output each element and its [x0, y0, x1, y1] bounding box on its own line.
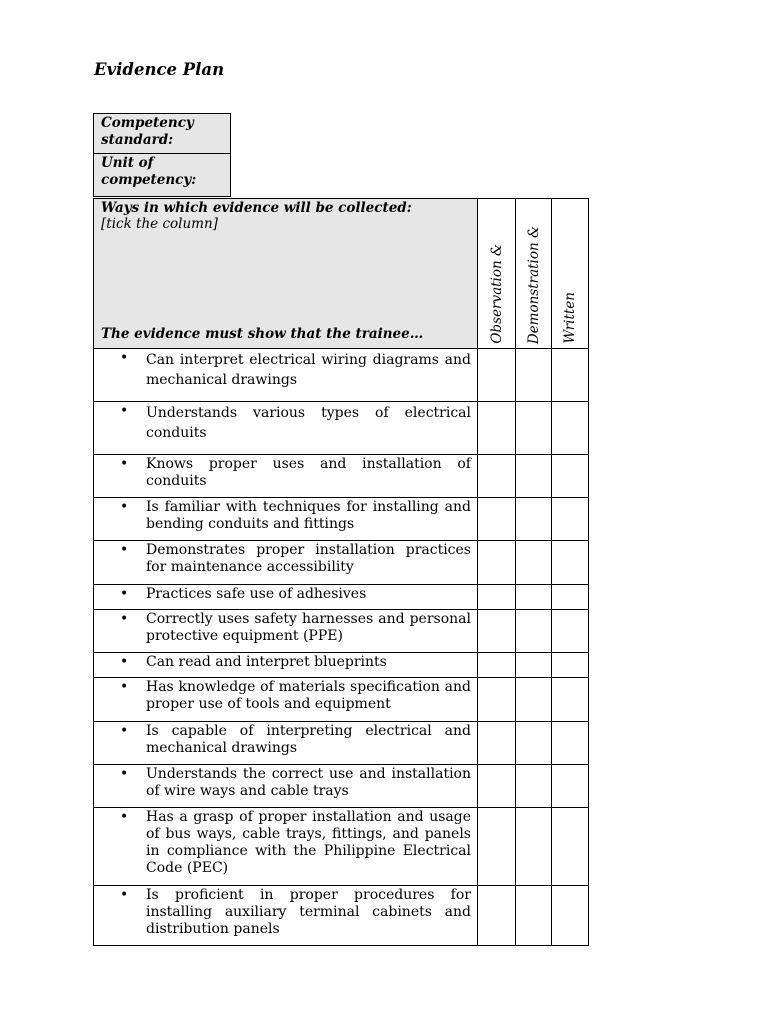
table-row	[94, 455, 589, 498]
bullet: •	[120, 499, 129, 515]
tick-cell-written[interactable]	[552, 678, 589, 722]
bullet: •	[120, 586, 129, 602]
tick-cell-observation[interactable]	[478, 349, 516, 402]
table-row	[94, 653, 589, 678]
bullet: •	[120, 887, 129, 903]
evidence-item	[94, 678, 478, 722]
evidence-item	[94, 610, 478, 653]
table-row	[94, 610, 589, 653]
tick-cell-written[interactable]	[552, 722, 589, 765]
tick-cell-observation[interactable]	[478, 455, 516, 498]
evidence-item	[94, 455, 478, 498]
column-label-written: Written	[562, 292, 578, 344]
evidence-item	[94, 808, 478, 886]
bullet: •	[120, 403, 129, 419]
evidence-item-text: Understands the correct use and installation of wire ways and cable trays	[146, 766, 471, 799]
tick-cell-demonstration[interactable]	[516, 886, 552, 946]
evidence-item-text: Correctly uses safety harnesses and personal protective equipment (PPE)	[146, 611, 471, 644]
evidence-table-header	[94, 199, 589, 349]
evidence-table	[93, 198, 589, 946]
column-header-written	[552, 199, 589, 349]
table-row	[94, 402, 589, 455]
tick-cell-written[interactable]	[552, 765, 589, 808]
table-row	[94, 585, 589, 610]
tick-cell-written[interactable]	[552, 610, 589, 653]
tick-cell-observation[interactable]	[478, 402, 516, 455]
tick-cell-demonstration[interactable]	[516, 765, 552, 808]
tick-cell-written[interactable]	[552, 886, 589, 946]
tick-cell-demonstration[interactable]	[516, 808, 552, 886]
evidence-item-text: Has a grasp of proper installation and usage of bus ways, cable trays, fittings, and panels in compliance with the Philippine Electrical Code (PEC)	[146, 809, 471, 876]
tick-instruction: [tick the column]	[101, 216, 218, 232]
evidence-item	[94, 886, 478, 946]
tick-cell-observation[interactable]	[478, 498, 516, 541]
evidence-item-text: Can read and interpret blueprints	[146, 654, 387, 670]
bullet: •	[120, 679, 129, 695]
table-row	[94, 498, 589, 541]
column-label-observation: Observation &	[488, 244, 505, 344]
tick-cell-observation[interactable]	[478, 765, 516, 808]
tick-cell-written[interactable]	[552, 455, 589, 498]
tick-cell-observation[interactable]	[478, 808, 516, 886]
evidence-item-text: Has knowledge of materials specification and proper use of tools and equipment	[146, 679, 471, 712]
table-row	[94, 886, 589, 946]
evidence-item-text: Is proficient in proper procedures for installing auxiliary terminal cabinets and distribution panels	[146, 887, 471, 937]
tick-cell-demonstration[interactable]	[516, 402, 552, 455]
bullet: •	[120, 350, 129, 366]
tick-cell-observation[interactable]	[478, 610, 516, 653]
competency-info-table	[93, 113, 231, 197]
evidence-item	[94, 402, 478, 455]
tick-cell-observation[interactable]	[478, 585, 516, 610]
trainee-must-label: The evidence must show that the trainee…	[101, 326, 424, 342]
tick-cell-written[interactable]	[552, 653, 589, 678]
evidence-item	[94, 498, 478, 541]
bullet: •	[120, 542, 129, 558]
tick-cell-written[interactable]	[552, 808, 589, 886]
tick-cell-written[interactable]	[552, 498, 589, 541]
tick-cell-written[interactable]	[552, 541, 589, 585]
table-row	[94, 765, 589, 808]
evidence-item	[94, 765, 478, 808]
tick-cell-observation[interactable]	[478, 541, 516, 585]
tick-cell-demonstration[interactable]	[516, 455, 552, 498]
evidence-item-text: Knows proper uses and installation of conduits	[146, 456, 471, 489]
evidence-item-text: Is familiar with techniques for installing and bending conduits and fittings	[146, 499, 471, 532]
bullet: •	[120, 456, 129, 472]
tick-cell-written[interactable]	[552, 349, 589, 402]
table-row	[94, 541, 589, 585]
bullet: •	[120, 766, 129, 782]
tick-cell-written[interactable]	[552, 585, 589, 610]
evidence-item-text: Demonstrates proper installation practices for maintenance accessibility	[146, 542, 471, 575]
evidence-item	[94, 722, 478, 765]
tick-cell-demonstration[interactable]	[516, 349, 552, 402]
table-row	[94, 349, 589, 402]
tick-cell-demonstration[interactable]	[516, 498, 552, 541]
column-label-demonstration: Demonstration &	[525, 225, 542, 344]
tick-cell-demonstration[interactable]	[516, 585, 552, 610]
bullet: •	[120, 611, 129, 627]
evidence-item-text: Practices safe use of adhesives	[146, 586, 367, 602]
bullet: •	[120, 809, 129, 825]
evidence-item-text: Can interpret electrical wiring diagrams and mechanical drawings	[146, 352, 471, 388]
table-row	[94, 808, 589, 886]
evidence-item-text: Understands various types of electrical conduits	[146, 405, 471, 441]
evidence-item	[94, 349, 478, 402]
tick-cell-demonstration[interactable]	[516, 610, 552, 653]
document-title: Evidence Plan	[94, 60, 225, 79]
unit-of-competency-label: Unit of competency:	[94, 154, 231, 197]
tick-cell-demonstration[interactable]	[516, 653, 552, 678]
tick-cell-demonstration[interactable]	[516, 678, 552, 722]
evidence-header-cell	[94, 199, 478, 349]
tick-cell-demonstration[interactable]	[516, 541, 552, 585]
tick-cell-observation[interactable]	[478, 886, 516, 946]
evidence-item	[94, 653, 478, 678]
tick-cell-demonstration[interactable]	[516, 722, 552, 765]
competency-standard-label: Competency standard:	[94, 114, 231, 154]
evidence-item	[94, 585, 478, 610]
column-header-demonstration	[516, 199, 552, 349]
tick-cell-observation[interactable]	[478, 722, 516, 765]
tick-cell-observation[interactable]	[478, 678, 516, 722]
ways-label: Ways in which evidence will be collected:	[101, 200, 412, 216]
evidence-item	[94, 541, 478, 585]
bullet: •	[120, 654, 129, 670]
bullet: •	[120, 723, 129, 739]
table-row	[94, 722, 589, 765]
table-row	[94, 678, 589, 722]
tick-cell-observation[interactable]	[478, 653, 516, 678]
column-header-observation	[478, 199, 516, 349]
tick-cell-written[interactable]	[552, 402, 589, 455]
evidence-item-text: Is capable of interpreting electrical and mechanical drawings	[146, 723, 471, 756]
